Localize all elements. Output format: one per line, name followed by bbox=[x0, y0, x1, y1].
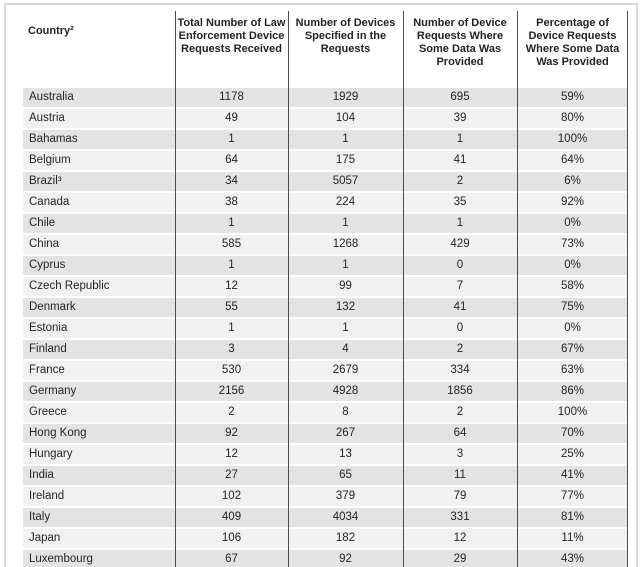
table-row bbox=[23, 382, 628, 401]
cell-percent-with-data: 11% bbox=[561, 532, 584, 544]
table-row bbox=[23, 550, 628, 567]
table-header-row bbox=[23, 2, 628, 88]
cell-devices-specified: 1 bbox=[342, 133, 349, 145]
cell-requests-received: 27 bbox=[225, 469, 238, 481]
cell-devices-specified: 175 bbox=[335, 154, 356, 166]
table-row bbox=[23, 508, 628, 527]
column-header-requests-with-data: Number of Device Requests Where Some Data Was Provided bbox=[413, 17, 507, 68]
cell-requests-with-data: 41 bbox=[453, 301, 467, 313]
cell-percent-with-data: 73% bbox=[560, 238, 585, 250]
cell-percent-with-data: 59% bbox=[560, 91, 585, 103]
cell-percent-with-data: 67% bbox=[560, 343, 585, 355]
cell-country: Ireland bbox=[29, 490, 65, 502]
cell-requests-with-data: 2 bbox=[456, 175, 464, 187]
cell-requests-received: 1 bbox=[228, 133, 235, 145]
cell-country: India bbox=[29, 469, 54, 481]
cell-percent-with-data: 0% bbox=[564, 322, 581, 334]
cell-country: Estonia bbox=[29, 322, 68, 334]
cell-requests-received: 102 bbox=[221, 490, 242, 502]
cell-requests-received: 2 bbox=[228, 406, 235, 418]
cell-percent-with-data: 25% bbox=[560, 448, 585, 460]
cell-devices-specified: 4034 bbox=[332, 511, 359, 523]
cell-requests-with-data: 2 bbox=[456, 343, 464, 355]
cell-country: France bbox=[29, 364, 65, 376]
cell-requests-with-data: 12 bbox=[453, 532, 467, 544]
cell-country: Luxembourg bbox=[29, 553, 93, 565]
column-header-country: Country² bbox=[28, 25, 74, 37]
cell-country: Bahamas bbox=[29, 133, 78, 145]
column-header-total-requests-received: Total Number of Law Enforcement Device Requests Received bbox=[177, 17, 286, 55]
cell-requests-with-data: 695 bbox=[450, 91, 470, 103]
table-row bbox=[23, 151, 628, 170]
cell-requests-received: 1 bbox=[228, 259, 235, 271]
column-divider-line bbox=[175, 11, 177, 567]
cell-country: China bbox=[29, 238, 60, 250]
cell-percent-with-data: 80% bbox=[560, 112, 585, 124]
cell-devices-specified: 379 bbox=[335, 490, 356, 502]
table-row bbox=[23, 172, 628, 191]
table-row bbox=[23, 487, 628, 506]
cell-requests-received: 49 bbox=[225, 112, 238, 124]
cell-country: Finland bbox=[29, 343, 67, 355]
cell-devices-specified: 65 bbox=[339, 469, 352, 481]
cell-requests-with-data: 79 bbox=[453, 490, 467, 502]
cell-country: Greece bbox=[29, 406, 67, 418]
table-row bbox=[23, 109, 628, 128]
cell-requests-received: 38 bbox=[225, 196, 238, 208]
cell-percent-with-data: 64% bbox=[560, 154, 585, 166]
cell-country: Australia bbox=[29, 91, 74, 103]
cell-country: Hong Kong bbox=[29, 427, 87, 439]
cell-requests-with-data: 64 bbox=[453, 427, 467, 439]
cell-requests-with-data: 35 bbox=[453, 196, 467, 208]
cell-percent-with-data: 75% bbox=[560, 301, 585, 313]
cell-requests-received: 34 bbox=[225, 175, 238, 187]
cell-devices-specified: 2679 bbox=[332, 364, 359, 376]
cell-requests-received: 64 bbox=[225, 154, 238, 166]
cell-devices-specified: 4 bbox=[342, 343, 349, 355]
table-row bbox=[23, 277, 628, 296]
cell-percent-with-data: 6% bbox=[564, 175, 581, 187]
table-row bbox=[23, 424, 628, 443]
table-row bbox=[23, 445, 628, 464]
cell-requests-with-data: 2 bbox=[456, 406, 464, 418]
device-requests-table bbox=[23, 2, 628, 567]
table-row bbox=[23, 403, 628, 422]
cell-requests-received: 1 bbox=[228, 217, 235, 229]
column-divider-line bbox=[403, 11, 405, 567]
cell-requests-with-data: 39 bbox=[453, 112, 467, 124]
cell-devices-specified: 5057 bbox=[332, 175, 359, 187]
cell-requests-received: 12 bbox=[225, 280, 238, 292]
table-row bbox=[23, 193, 628, 212]
cell-requests-with-data: 7 bbox=[456, 280, 464, 292]
cell-country: Germany bbox=[29, 385, 77, 397]
cell-percent-with-data: 92% bbox=[560, 196, 585, 208]
cell-devices-specified: 132 bbox=[335, 301, 356, 313]
table-row bbox=[23, 235, 628, 254]
cell-devices-specified: 8 bbox=[342, 406, 349, 418]
table-row bbox=[23, 256, 628, 275]
cell-requests-with-data: 11 bbox=[454, 469, 466, 481]
column-header-percent-with-data: Percentage of Device Requests Where Some Data Was Provided bbox=[525, 17, 620, 68]
cell-country: Brazil³ bbox=[29, 175, 62, 187]
cell-country: Japan bbox=[29, 532, 61, 544]
cell-requests-with-data: 0 bbox=[456, 259, 464, 271]
cell-percent-with-data: 58% bbox=[560, 280, 585, 292]
cell-requests-received: 92 bbox=[225, 427, 238, 439]
table-row bbox=[23, 466, 628, 485]
table-row bbox=[23, 529, 628, 548]
cell-country: Canada bbox=[29, 196, 70, 208]
cell-devices-specified: 1 bbox=[342, 217, 349, 229]
cell-requests-with-data: 1 bbox=[456, 133, 464, 145]
cell-requests-with-data: 331 bbox=[450, 511, 470, 523]
cell-requests-received: 2156 bbox=[218, 385, 245, 397]
cell-requests-received: 106 bbox=[221, 532, 242, 544]
column-divider-line bbox=[627, 11, 629, 567]
cell-requests-with-data: 3 bbox=[456, 448, 464, 460]
table-row bbox=[23, 298, 628, 317]
cell-requests-with-data: 41 bbox=[453, 154, 467, 166]
cell-country: Cyprus bbox=[29, 259, 66, 271]
column-header-devices-specified: Number of Devices Specified in the Requests bbox=[295, 17, 396, 55]
cell-devices-specified: 1 bbox=[342, 322, 349, 334]
cell-percent-with-data: 0% bbox=[564, 217, 581, 229]
cell-percent-with-data: 81% bbox=[560, 511, 585, 523]
cell-percent-with-data: 100% bbox=[557, 133, 588, 145]
table-body bbox=[23, 88, 628, 567]
table-row bbox=[23, 214, 628, 233]
cell-devices-specified: 99 bbox=[339, 280, 352, 292]
cell-devices-specified: 1 bbox=[342, 259, 349, 271]
cell-devices-specified: 182 bbox=[335, 532, 356, 544]
table-row bbox=[23, 319, 628, 338]
cell-requests-received: 1 bbox=[228, 322, 235, 334]
cell-country: Belgium bbox=[29, 154, 71, 166]
cell-requests-received: 12 bbox=[225, 448, 238, 460]
cell-country: Chile bbox=[29, 217, 56, 229]
cell-country: Denmark bbox=[29, 301, 76, 313]
cell-requests-with-data: 334 bbox=[450, 364, 470, 376]
cell-requests-received: 409 bbox=[221, 511, 242, 523]
cell-devices-specified: 104 bbox=[335, 112, 356, 124]
cell-requests-with-data: 0 bbox=[456, 322, 464, 334]
cell-devices-specified: 4928 bbox=[332, 385, 359, 397]
cell-percent-with-data: 86% bbox=[560, 385, 585, 397]
cell-requests-received: 585 bbox=[221, 238, 242, 250]
table-row bbox=[23, 361, 628, 380]
cell-percent-with-data: 77% bbox=[560, 490, 585, 502]
table-row bbox=[23, 130, 628, 149]
cell-requests-with-data: 29 bbox=[453, 553, 467, 565]
cell-requests-with-data: 429 bbox=[450, 238, 470, 250]
cell-percent-with-data: 41% bbox=[560, 469, 585, 481]
cell-devices-specified: 1268 bbox=[332, 238, 359, 250]
cell-percent-with-data: 63% bbox=[560, 364, 585, 376]
cell-country: Austria bbox=[29, 112, 65, 124]
cell-devices-specified: 92 bbox=[339, 553, 352, 565]
cell-country: Hungary bbox=[29, 448, 73, 460]
cell-requests-received: 55 bbox=[225, 301, 238, 313]
cell-devices-specified: 224 bbox=[335, 196, 356, 208]
cell-requests-with-data: 1 bbox=[456, 217, 464, 229]
column-divider-line bbox=[288, 11, 290, 567]
cell-devices-specified: 267 bbox=[335, 427, 356, 439]
cell-devices-specified: 13 bbox=[339, 448, 352, 460]
cell-requests-received: 67 bbox=[225, 553, 238, 565]
cell-percent-with-data: 70% bbox=[560, 427, 585, 439]
table-row bbox=[23, 88, 628, 107]
cell-requests-received: 530 bbox=[221, 364, 242, 376]
cell-percent-with-data: 43% bbox=[560, 553, 585, 565]
cell-country: Czech Republic bbox=[29, 280, 110, 292]
column-divider-line bbox=[517, 11, 519, 567]
cell-percent-with-data: 0% bbox=[564, 259, 581, 271]
cell-requests-received: 3 bbox=[228, 343, 235, 355]
cell-requests-received: 1178 bbox=[219, 91, 244, 103]
cell-devices-specified: 1929 bbox=[332, 91, 359, 103]
cell-requests-with-data: 1856 bbox=[447, 385, 473, 397]
table-row bbox=[23, 340, 628, 359]
cell-country: Italy bbox=[29, 511, 51, 523]
cell-percent-with-data: 100% bbox=[557, 406, 588, 418]
